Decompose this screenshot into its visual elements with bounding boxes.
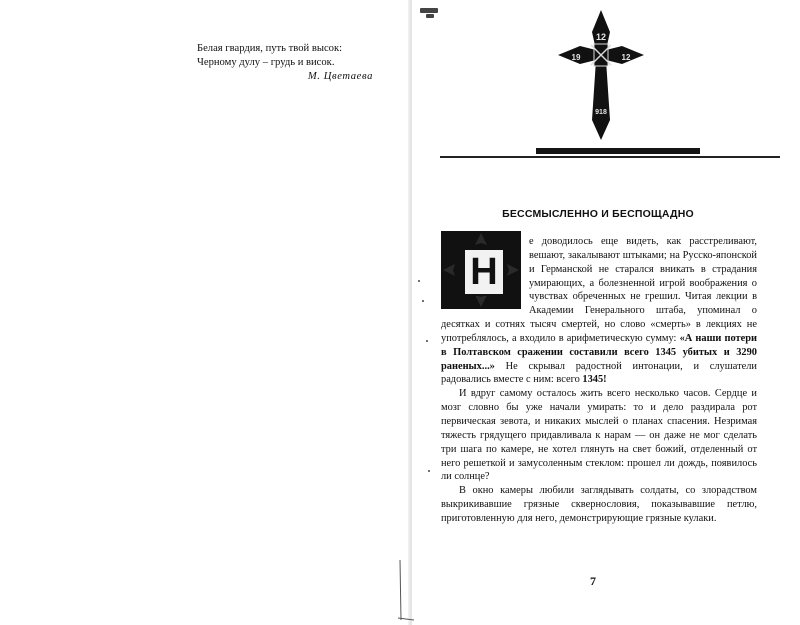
paragraph-1-text-middle: Не скрывал радостной интонации, и слушатели радовались вместе с ним: всего	[441, 360, 757, 386]
chapter-heading: БЕССМЫСЛЕННО И БЕСПОЩАДНО	[502, 208, 694, 220]
page-number: 7	[590, 574, 596, 588]
emblem-number-bottom: 918	[595, 109, 607, 116]
scan-speck	[426, 14, 434, 18]
scan-speck	[426, 340, 428, 342]
cross-emblem-icon	[558, 10, 644, 140]
paragraph-1-text: е доводилось еще видеть, как расстреливают, вешают, закалывают штыками; на Русско-японской и Германской не старался вникать в страдания умирающих, а болезненной игрой воображения о чувствах обреченных не грешил. Читая лекции в Академии Генерального штаба, упоминал о десятках и сотнях тысяч смертей, но слово «смерть» в лекциях не употреблялось, а входило в арифметическую сумму:	[441, 236, 757, 344]
emblem-number-top: 12	[595, 32, 607, 42]
paragraph-2: И вдруг самому осталось жить всего несколько часов. Сердце и мозг словно бы уже начали умирать: то и дело раздирала рот первическая зевота, и никаких мыслей о планах спасения. Незримая тяжесть грядущего придавливала к нарам — он даже не мог сделать три шага по камере, не хотел глянуть на свет божий, отделенный от него решеткой и замусоленным стеклом: прошел ли дождь, появилось ли солнце?	[441, 388, 757, 483]
scan-speck	[418, 280, 420, 282]
dropcap-spacer	[441, 235, 529, 317]
scan-speck	[420, 8, 438, 13]
epigraph-author: М. Цветаева	[307, 71, 373, 82]
paragraph-1-bold-quote: «А наши потери в Полтавском сражении составили всего 1345 убитых и 3290 раненых...»	[441, 332, 757, 372]
epigraph-line-1: Белая гвардия, путь твой высок:	[197, 43, 343, 54]
emblem-number-right: 12	[621, 53, 631, 62]
dropcap-letter: Н	[463, 248, 505, 296]
epigraph	[197, 42, 397, 84]
rule-thick	[536, 148, 700, 154]
emblem-number-left: 19	[571, 53, 581, 62]
scan-speck	[422, 300, 424, 302]
scan-speck	[428, 470, 430, 472]
chapter-body	[441, 235, 757, 526]
gutter-scan-marks	[398, 560, 414, 625]
paragraph-1-bold-end: 1345!	[582, 374, 607, 386]
rule-thin	[440, 156, 780, 158]
epigraph-line-2: Черному дулу – грудь и висок.	[197, 57, 335, 68]
paragraph-3: В окно камеры любили заглядывать солдаты, со злорадством выкрикивавшие грязные сквернословия, показывавшие петлю, приготовленную для него, демонстрирующие грязные кулаки.	[441, 485, 757, 524]
